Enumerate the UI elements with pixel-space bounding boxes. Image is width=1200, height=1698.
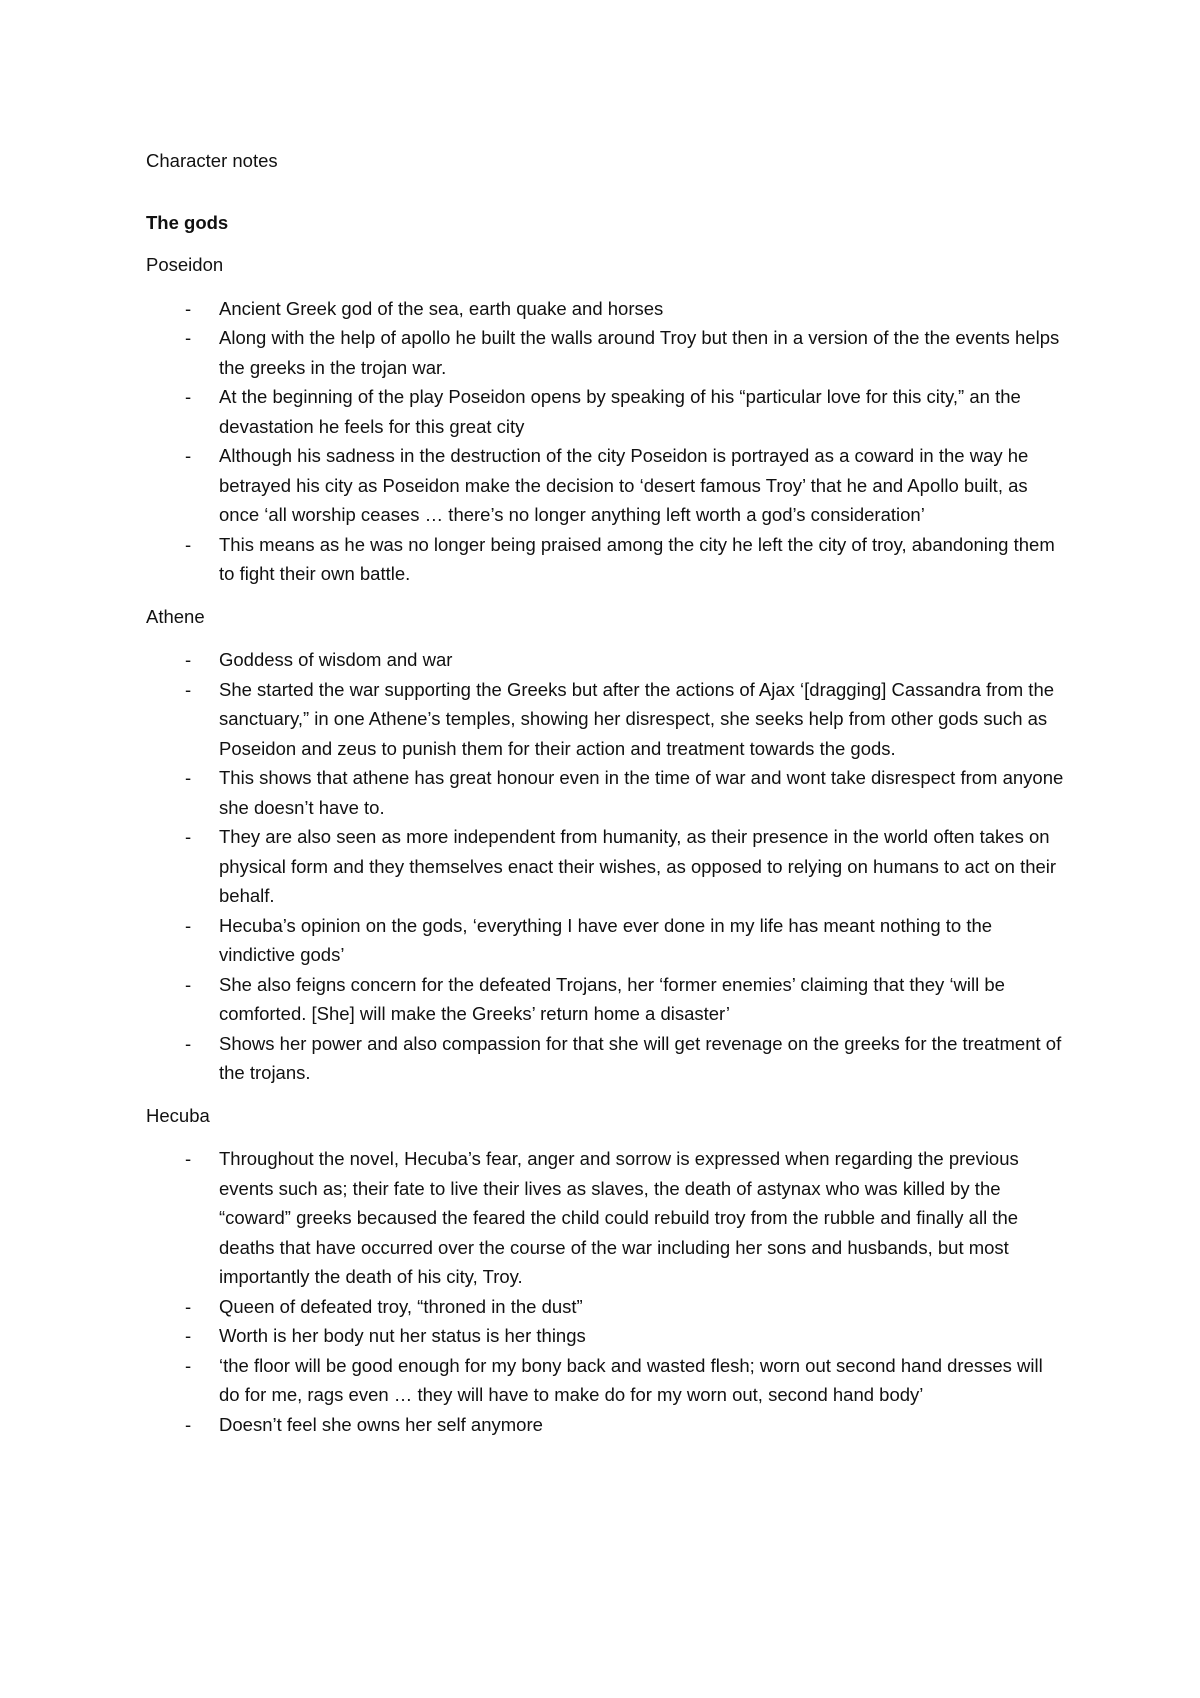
bullet-item	[146, 645, 1066, 675]
bullet-marker: -	[185, 445, 192, 466]
bullet-text: Along with the help of apollo he built the walls around Troy but then in a version of the the events helps the greeks in the trojan war.	[219, 327, 1060, 378]
bullet-text: She also feigns concern for the defeated Trojans, her ‘former enemies’ claiming that they ‘will be comforted. [She] will make the Greeks’ return home a disaster’	[219, 973, 1005, 1024]
bullet-text: ‘the floor will be good enough for my bony back and wasted flesh; worn out second hand dresses will do for me, rags even … they will have to make do for my worn out, second hand body’	[219, 1354, 1043, 1405]
bullet-item	[146, 382, 1066, 441]
bullet-text: Ancient Greek god of the sea, earth quake and horses	[219, 297, 664, 319]
bullet-marker: -	[185, 678, 192, 700]
section-heading-athene: Athene	[146, 605, 205, 627]
bullet-text: This means as he was no longer being praised among the city he left the city of troy, abandoning them to fight their own battle.	[219, 533, 1055, 584]
bullet-item	[146, 1410, 1066, 1440]
bullet-marker: -	[185, 1354, 192, 1376]
bullet-text: Queen of defeated troy, “throned in the dust”	[219, 1295, 583, 1317]
bullet-text: They are also seen as more independent from humanity, as their presence in the world often takes on physical form and they themselves enact their wishes, as opposed to relying on humans to act on their behalf.	[219, 826, 1057, 906]
bullet-item	[146, 763, 1066, 822]
bullet-marker: -	[185, 297, 192, 319]
section-hecuba	[146, 1101, 1066, 1440]
bullet-marker: -	[185, 973, 192, 995]
bullet-marker: -	[185, 386, 192, 407]
bullet-marker: -	[185, 914, 192, 936]
section-athene	[146, 602, 1066, 1088]
bullet-marker: -	[185, 1295, 192, 1317]
bullet-text: Doesn’t feel she owns her self anymore	[219, 1413, 543, 1435]
bullet-text: Hecuba’s opinion on the gods, ‘everything I have ever done in my life has meant nothing to the vindictive gods’	[219, 914, 993, 965]
bullet-item	[146, 1144, 1066, 1292]
bullet-item	[146, 970, 1066, 1029]
bullet-marker: -	[185, 533, 192, 555]
bullet-text: Worth is her body nut her status is her things	[219, 1325, 586, 1346]
bullet-marker: -	[185, 649, 192, 670]
bullet-marker: -	[185, 327, 192, 348]
bullet-item	[146, 1321, 1066, 1351]
bullet-text: Although his sadness in the destruction of the city Poseidon is portrayed as a coward in the way he betrayed his city as Poseidon make the decision to ‘desert famous Troy’ that he and Apollo built, as once ‘all worship ceases … there’s no longer anything left worth a god’s consideration’	[219, 445, 1029, 525]
bullet-text: Shows her power and also compassion for that she will get revenage on the greeks for the treatment of the trojans.	[219, 1032, 1062, 1083]
bullet-marker: -	[185, 1148, 192, 1169]
document-title: Character notes	[146, 150, 278, 171]
bullet-item	[146, 1351, 1066, 1410]
bullet-item	[146, 294, 1066, 324]
bullet-item	[146, 1292, 1066, 1322]
bullet-marker: -	[185, 1032, 192, 1054]
bullet-text: Goddess of wisdom and war	[219, 649, 453, 670]
bullet-marker: -	[185, 1413, 192, 1435]
bullet-list-poseidon	[146, 294, 1066, 589]
bullet-marker: -	[185, 767, 192, 788]
section-heading-poseidon: Poseidon	[146, 254, 224, 275]
bullet-list-athene	[146, 645, 1066, 1088]
bullet-list-hecuba	[146, 1144, 1066, 1439]
bullet-item	[146, 530, 1066, 589]
bullet-item	[146, 911, 1066, 970]
bullet-text: At the beginning of the play Poseidon opens by speaking of his “particular love for this city,” an the devastation he feels for this great city	[219, 386, 1021, 437]
bullet-text: She started the war supporting the Greeks but after the actions of Ajax ‘[dragging] Cassandra from the sanctuary,” in one Athene’s temples, showing her disrespect, she seeks help from other gods such as Poseidon and zeus to punish them for their action and treatment towards the gods.	[219, 678, 1055, 759]
bullet-item	[146, 323, 1066, 382]
bullet-item	[146, 675, 1066, 764]
bullet-item	[146, 1029, 1066, 1088]
bullet-marker: -	[185, 826, 192, 847]
bullet-item	[146, 822, 1066, 911]
section-poseidon	[146, 250, 1066, 589]
document-body	[146, 146, 1066, 1439]
section-heading-hecuba: Hecuba	[146, 1104, 210, 1126]
bullet-text: This shows that athene has great honour even in the time of war and wont take disrespect from anyone she doesn’t have to.	[219, 767, 1064, 818]
bullet-text: Throughout the novel, Hecuba’s fear, anger and sorrow is expressed when regarding the previous events such as; their fate to live their lives as slaves, the death of astynax who was killed by the “coward” greeks becaused the feared the child could rebuild troy from the rubble and finally all the deaths that have occurred over the course of the war including her sons and husbands, but most importantly the death of his city, Troy.	[219, 1148, 1019, 1287]
gods-heading: The gods	[146, 211, 229, 233]
bullet-item	[146, 441, 1066, 530]
bullet-marker: -	[185, 1325, 192, 1346]
